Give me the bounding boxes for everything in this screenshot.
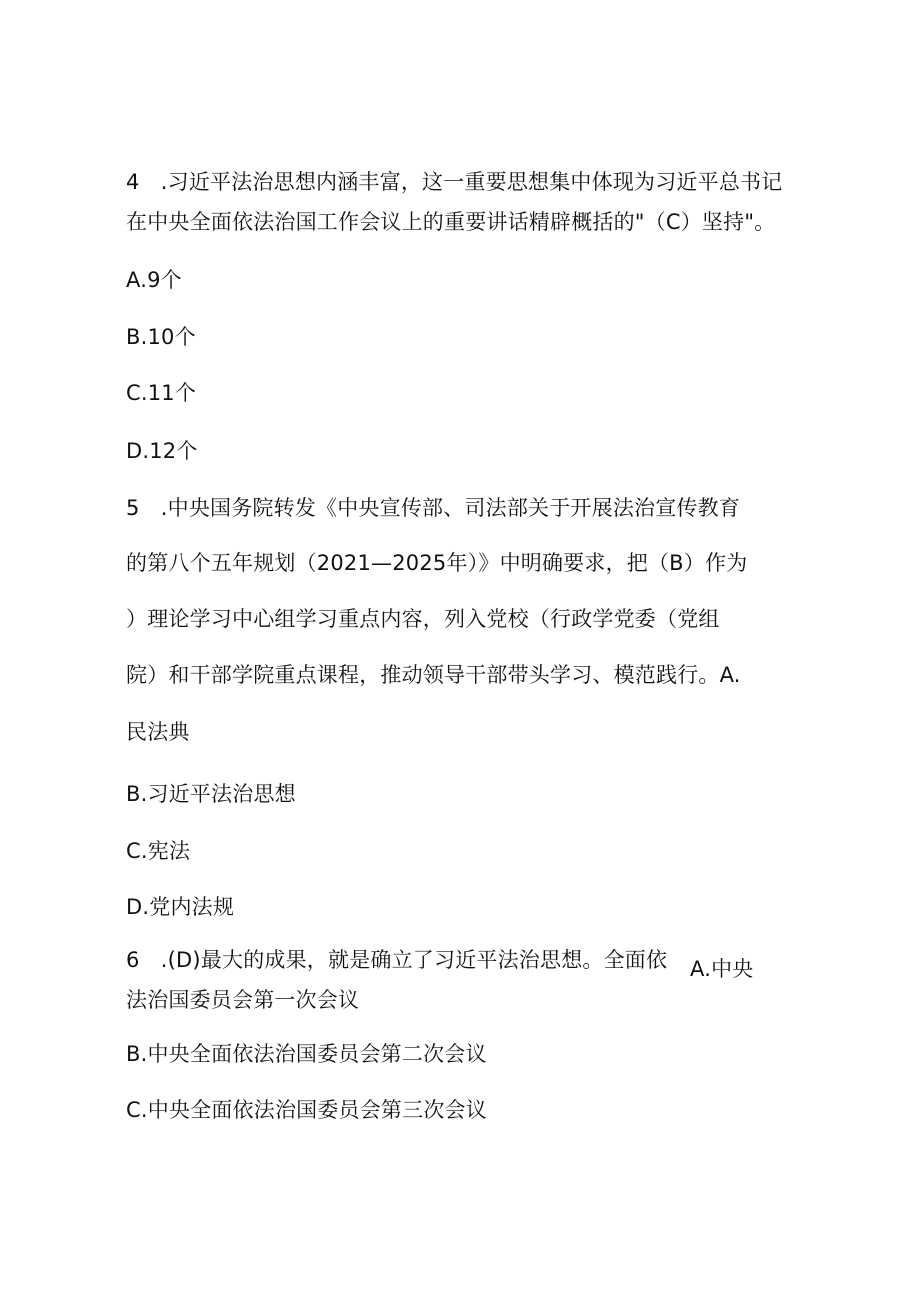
question-6-option-b: B.中央全面依法治国委员会第二次会议 [126,1042,487,1066]
question-5-option-c: C.宪法 [126,839,191,863]
question-6-option-c: C.中央全面依法治国委员会第三次会议 [126,1098,487,1122]
question-5-line-2: 的第八个五年规划（2021—2025年）》中明确要求，把（B）作为 [126,551,748,575]
question-4-option-b: B.10个 [126,325,196,349]
question-6-line-1: 6 .(D)最大的成果，就是确立了习近平法治思想。全面依 [126,948,668,972]
question-6-line-2: 法治国委员会第一次会议 [126,988,360,1012]
question-4-option-c: C.11个 [126,381,197,405]
question-5-line-5: 民法典 [126,720,190,744]
question-6-option-a-start: A.中央 [690,957,754,981]
question-4-option-d: D.12个 [126,439,198,463]
question-5-line-3: ）理论学习中心组学习重点内容，列入党校（行政学党委（党组 [126,607,720,631]
question-5-line-1: 5 .中央国务院转发《中央宣传部、司法部关于开展法治宣传教育 [126,496,741,520]
question-4-line-2: 在中央全面依法治国工作会议上的重要讲话精辟概括的"（C）坚持"。 [126,210,776,234]
question-4-line-1: 4 .习近平法治思想内涵丰富，这一重要思想集中体现为习近平总书记 [126,170,783,194]
question-4-option-a: A.9个 [126,268,182,292]
question-5-option-d: D.党内法规 [126,895,235,919]
question-5-line-4: 院）和干部学院重点课程，推动领导干部带头学习、模范践行。A. [126,663,741,687]
question-5-option-b: B.习近平法治思想 [126,782,296,806]
